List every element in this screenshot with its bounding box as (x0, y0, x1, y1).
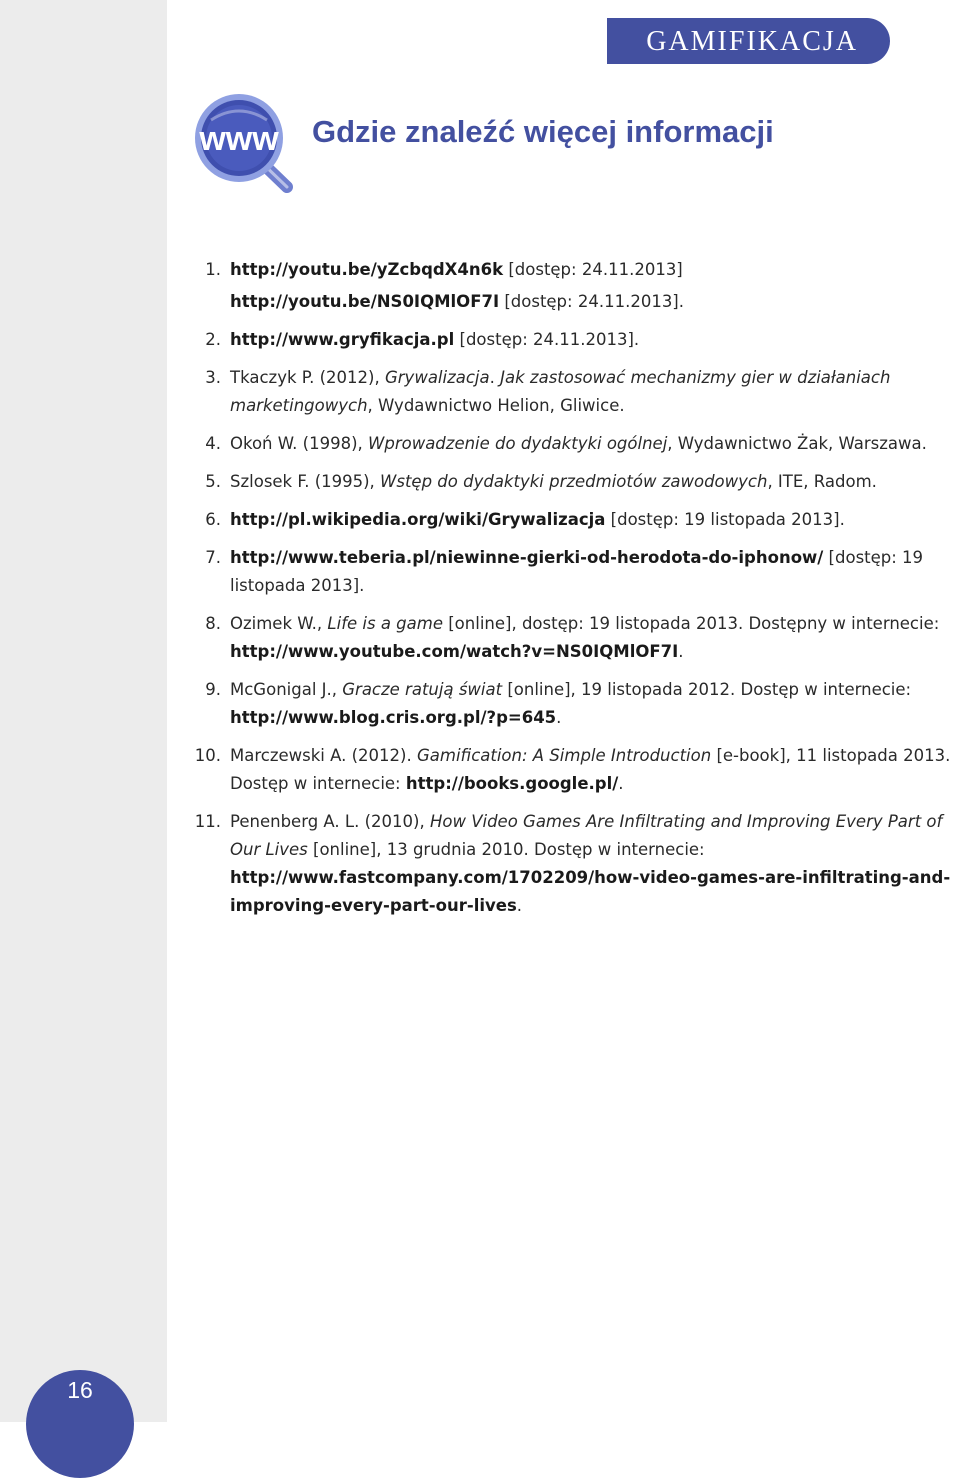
reference-item (187, 506, 960, 534)
reference-author: Szlosek F. (1995), (230, 472, 381, 491)
reference-details: [online], dostęp: 19 listopada 2013. Dostępny w internecie: (443, 614, 940, 633)
section-title: GAMIFIKACJA (646, 26, 858, 57)
left-margin-band (0, 0, 167, 1422)
reference-access-date: [dostęp: 24.11.2013] (503, 260, 683, 279)
reference-title: Wstęp do dydaktyki przedmiotów zawodowych (380, 472, 768, 491)
reference-link[interactable]: http://youtu.be/NS0IQMlOF7I (230, 292, 500, 311)
reference-details: [online], 19 listopada 2012. Dostęp w internecie: (502, 680, 912, 699)
reference-link[interactable]: http://www.blog.cris.org.pl/?p=645 (230, 708, 557, 727)
reference-author: Ozimek W., (230, 614, 328, 633)
reference-link[interactable]: http://www.fastcompany.com/1702209/how-video-games-are-infiltrating-and-improving-every-part-our-lives (230, 868, 951, 915)
reference-end: . (618, 774, 624, 793)
reference-title: Gamification: A Simple Introduction (416, 746, 712, 765)
reference-end: . (516, 896, 523, 915)
reference-author: McGonigal J., (230, 680, 343, 699)
reference-author: Penenberg A. L. (2010), (230, 812, 430, 831)
reference-title: Grywalizacja (384, 368, 490, 387)
reference-number: 1. (205, 260, 221, 279)
reference-title: How Video Games Are Infiltrating and Improving Every Part of Our Lives (230, 812, 943, 859)
reference-access-date: [dostęp: 24.11.2013]. (454, 330, 640, 349)
reference-number: 6. (205, 510, 221, 529)
reference-item (187, 676, 960, 732)
reference-link[interactable]: http://www.youtube.com/watch?v=NS0IQMlOF7I (230, 642, 679, 661)
reference-item (187, 544, 960, 600)
www-magnifier-icon (189, 90, 297, 195)
reference-link[interactable]: http://books.google.pl/ (405, 774, 619, 793)
reference-item (187, 256, 960, 284)
reference-link[interactable]: http://pl.wikipedia.org/wiki/Grywalizacja (230, 510, 606, 529)
reference-list (187, 256, 960, 930)
reference-number: 8. (205, 614, 221, 633)
reference-access-date: [dostęp: 24.11.2013]. (499, 292, 684, 311)
reference-title: Wprowadzenie do dydaktyki ogólnej (368, 434, 668, 453)
reference-publisher: , Wydawnictwo Żak, Warszawa. (667, 434, 927, 453)
reference-end: . (556, 708, 562, 727)
reference-access-date: [dostęp: 19 listopada 2013]. (605, 510, 845, 529)
reference-item (187, 610, 960, 666)
reference-link[interactable]: http://www.teberia.pl/niewinne-gierki-od-herodota-do-iphonow/ (230, 548, 824, 567)
reference-author: Marczewski A. (2012). (230, 746, 417, 765)
reference-number: 5. (205, 472, 221, 491)
reference-details: [e-book], 11 listopada 2013. Dostęp w internecie: (230, 746, 951, 793)
reference-link[interactable]: http://youtu.be/yZcbqdX4n6k (230, 260, 504, 279)
reference-publisher: , ITE, Radom. (767, 472, 877, 491)
reference-number: 7. (205, 548, 221, 567)
reference-number: 10. (194, 746, 221, 765)
reference-number: 11. (194, 812, 221, 831)
reference-number: 2. (205, 330, 221, 349)
reference-item (187, 326, 960, 354)
reference-item (187, 288, 960, 316)
page-number: 16 (67, 1377, 93, 1403)
reference-number: 9. (205, 680, 221, 699)
reference-author: Okoń W. (1998), (230, 434, 369, 453)
logo-text: www (199, 120, 279, 158)
reference-item (187, 808, 960, 920)
reference-title: Gracze ratują świat (342, 680, 503, 699)
reference-item (187, 430, 960, 458)
reference-link[interactable]: http://www.gryfikacja.pl (230, 330, 455, 349)
reference-subtitle: Jak zastosować mechanizmy gier w działaniach marketingowych (230, 368, 891, 415)
page-title: Gdzie znaleźć więcej informacji (312, 114, 774, 149)
reference-item (187, 468, 960, 496)
reference-separator: . (489, 368, 501, 387)
reference-number: 4. (205, 434, 221, 453)
reference-number: 3. (205, 368, 221, 387)
reference-item (187, 742, 960, 798)
reference-title: Life is a game (327, 614, 443, 633)
reference-item (187, 364, 960, 420)
reference-publisher: , Wydawnictwo Helion, Gliwice. (367, 396, 625, 415)
reference-access-date: [dostęp: 19 listopada 2013]. (230, 548, 924, 595)
reference-end: . (678, 642, 684, 661)
section-header-tab (607, 18, 890, 64)
reference-details: [online], 13 grudnia 2010. Dostęp w internecie: (307, 840, 705, 859)
reference-author: Tkaczyk P. (2012), (230, 368, 385, 387)
